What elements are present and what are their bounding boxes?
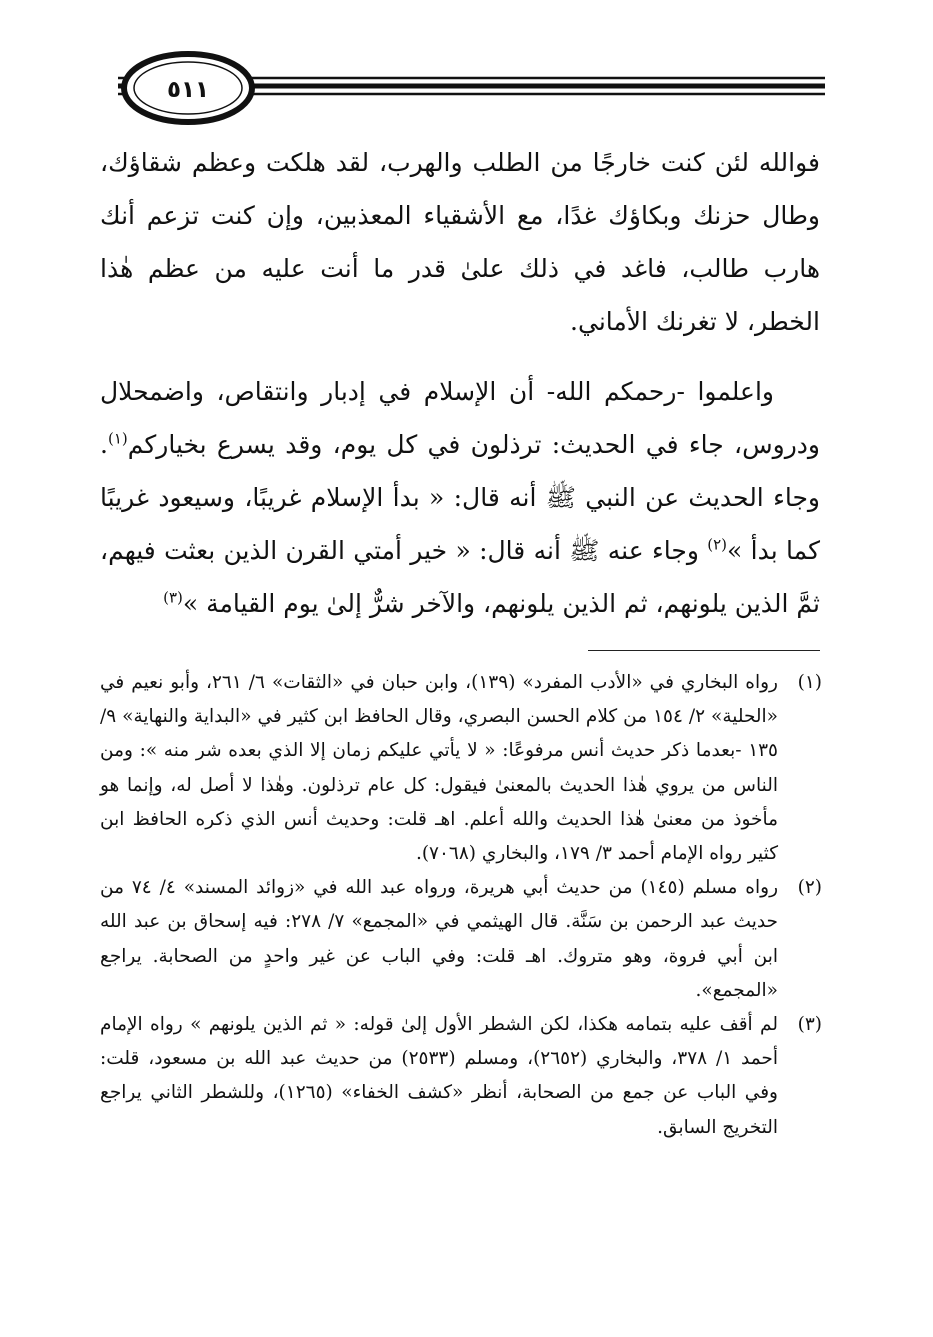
footnote-text: رواه مسلم (١٤٥) من حديث أبي هريرة، ورواه عبد الله في «زوائد المسند» ٤/ ٧٤ من حديث عبد الرحمن بن سَنَّة. قال الهيثمي في «المجمع» ٧/ ٢٧٨: فيه إسحاق بن عبد الله ابن أبي فروة، وهو متروك. اهـ قلت: وفي الباب عن غير واحدٍ من الصحابة. يراجع «المجمع». <box>100 877 779 1001</box>
footnote-text: رواه البخاري في «الأدب المفرد» (١٣٩)، وابن حبان في «الثقات» ٦/ ٢٦١، وأبو نعيم في «الحلية» ٢/ ١٥٤ من كلام الحسن البصري، وقال الحافظ ابن كثير في «البداية والنهاية» ٩/ ١٣٥ -بعدما ذكر حديث أنس مرفوعًا: « لا يأتي عليكم زمان إلا الذي بعده شر منه »: ومن الناس من يروي هٰذا الحديث بالمعنىٰ فيقول: كل عام ترذلون. وهٰذا لا أصل له، وإنما هو مأخوذ من معنىٰ هٰذا الحديث والله أعلم. اهـ قلت: وحديث أنس الذي ذكره الحافظ ابن كثير رواه الإمام أحمد ٣/ ١٧٩، والبخاري (٧٠٦٨). <box>100 672 778 865</box>
footnote-separator <box>588 650 820 651</box>
footnotes <box>100 666 822 1145</box>
footnote-2 <box>100 871 822 1008</box>
paragraph-1: فوالله لئن كنت خارجًا من الطلب والهرب، لقد هلكت وعظم شقاؤك، وطال حزنك وبكاؤك غدًا، مع الأشقياء المعذبين، وإن كنت تزعم أنك هارب طالب، فاغد في ذلك علىٰ قدر ما أنت عليه من عظم هٰذا الخطر، لا تغرنك الأماني. <box>100 148 820 336</box>
footnote-ref-2[interactable]: (٢) <box>707 535 728 554</box>
footnote-number: (١) <box>797 672 822 693</box>
paragraph-2-part-3: وجاء عنه ﷺ أنه قال: « خير أمتي القرن الذين بعثت فيهم، ثمَّ الذين يلونهم، ثم الذين يلونهم، والآخر شرٌّ إلىٰ يوم القيامة » <box>100 536 820 618</box>
paragraph-2-part-1: واعلموا -رحمكم الله- أن الإسلام في إدبار وانتقاص، واضمحلال ودروس، جاء في الحديث: ترذلون في كل يوم، وقد يسرع بخياركم <box>100 377 820 459</box>
page-header-ornament <box>100 50 825 130</box>
footnote-text: لم أقف عليه بتمامه هكذا، لكن الشطر الأول إلىٰ قوله: « ثم الذين يلونهم » رواه الإمام أحمد ١/ ٣٧٨، والبخاري (٢٦٥٢)، ومسلم (٢٥٣٣) من حديث عبد الله بن مسعود، قلت: وفي الباب عن جمع من الصحابة، أنظر «كشف الخفاء» (١٢٦٥)، وللشطر الثاني يراجع التخريج السابق. <box>100 1014 778 1138</box>
footnote-1 <box>100 666 822 871</box>
page-number: ٥١١ <box>166 77 210 103</box>
footnote-number: (٢) <box>797 877 822 899</box>
footnote-3 <box>100 1008 822 1145</box>
main-text <box>100 136 820 630</box>
footnote-ref-3[interactable]: (٣) <box>163 588 183 607</box>
footnote-ref-1[interactable]: (١) <box>107 429 128 448</box>
paragraph-2 <box>100 365 820 630</box>
paragraph-2-part-2: . وجاء الحديث عن النبي ﷺ أنه قال: « بدأ الإسلام غريبًا، وسيعود غريبًا كما بدأ » <box>100 430 820 565</box>
footnote-number: (٣) <box>797 1014 822 1036</box>
